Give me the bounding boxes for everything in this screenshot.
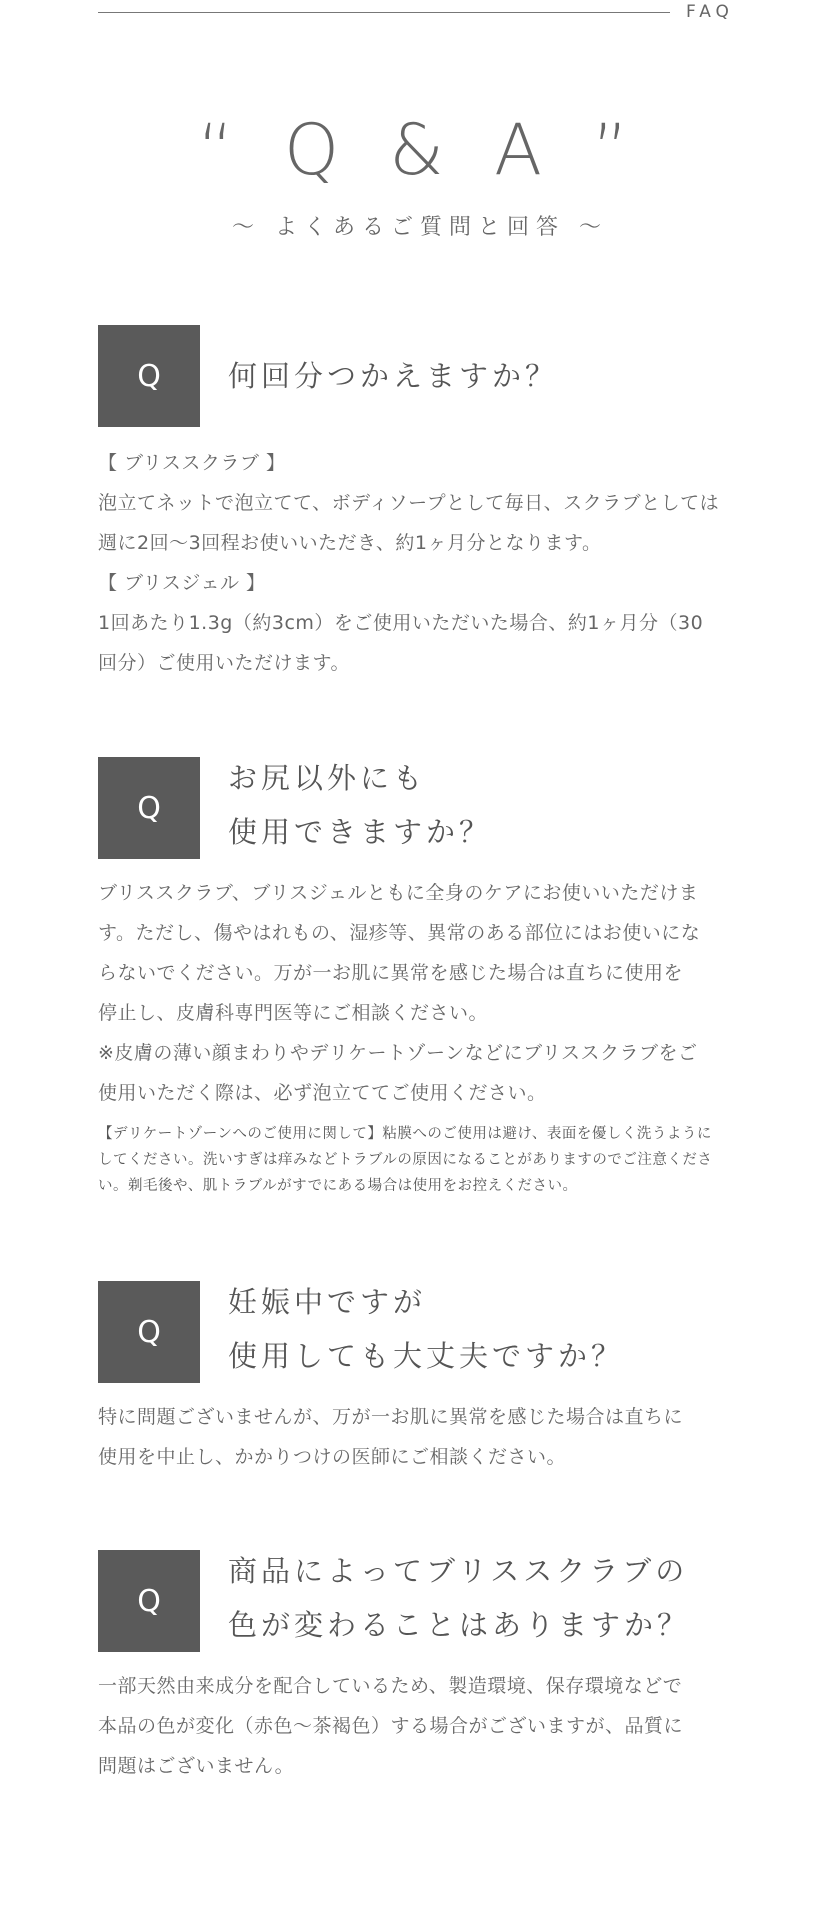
question-line: 商品によってブリススクラブの	[228, 1554, 689, 1588]
answer-line: ※皮膚の薄い顔まわりやデリケートゾーンなどにブリススクラブをご	[98, 1042, 698, 1064]
question-line: お尻以外にも	[228, 761, 427, 795]
answer-text	[98, 873, 748, 1199]
answer-line: ブリススクラブ、ブリスジェルともに全身のケアにお使いいただけま	[98, 882, 699, 904]
note-line: 【デリケートゾーンへのご使用に関して】粘膜へのご使用は避け、表面を優しく洗うように	[98, 1126, 712, 1142]
answer-line: 【 ブリスジェル 】	[98, 572, 266, 594]
answer-line: 【 ブリススクラブ 】	[98, 452, 286, 474]
question-line: 使用できますか？	[228, 815, 493, 849]
question-badge: Q	[98, 757, 200, 859]
question-text	[228, 349, 558, 403]
section-label: FAQ	[686, 2, 734, 22]
answer-line: 本品の色が変化（赤色～茶褐色）する場合がございますが、品質に	[98, 1715, 684, 1737]
answer-line: 特に問題ございませんが、万が一お肌に異常を感じた場合は直ちに	[98, 1406, 684, 1428]
answer-line: 使用いただく際は、必ず泡立ててご使用ください。	[98, 1082, 547, 1104]
answer-line: す。ただし、傷やはれもの、湿疹等、異常のある部位にはお使いにな	[98, 922, 701, 944]
answer-line: 問題はございません。	[98, 1755, 295, 1777]
answer-line: 使用を中止し、かかりつけの医師にご相談ください。	[98, 1446, 567, 1468]
page-title: “ Q & A ”	[197, 109, 643, 191]
answer-line: らないでください。万が一お肌に異常を感じた場合は直ちに使用を	[98, 962, 684, 984]
question-line: 色が変わることはありますか？	[228, 1608, 691, 1642]
note-line: してください。洗いすぎは痒みなどトラブルの原因になることがありますのでご注意くださ	[98, 1152, 713, 1168]
answer-line: 停止し、皮膚科専門医等にご相談ください。	[98, 1002, 489, 1024]
answer-text	[98, 1397, 748, 1477]
answer-line: 回分）ご使用いただけます。	[98, 652, 350, 674]
answer-line: 一部天然由来成分を配合しているため、製造環境、保存環境などで	[98, 1675, 683, 1697]
answer-line: 週に2回～3回程お使いいただき、約1ヶ月分となります。	[98, 532, 602, 554]
header-divider	[98, 12, 670, 13]
question-line: 何回分つかえますか？	[228, 359, 559, 393]
question-line: 妊娠中ですが	[228, 1285, 427, 1319]
question-badge: Q	[98, 325, 200, 427]
answer-note	[98, 1121, 748, 1199]
question-text	[228, 751, 492, 859]
question-text	[228, 1275, 624, 1383]
answer-text	[98, 443, 748, 683]
question-line: 使用しても大丈夫ですか？	[228, 1339, 625, 1373]
page-subtitle: ～ よくあるご質問と回答 ～	[232, 215, 608, 240]
note-line: い。剃毛後や、肌トラブルがすでにある場合は使用をお控えください。	[98, 1178, 578, 1194]
question-badge: Q	[98, 1550, 200, 1652]
question-badge: Q	[98, 1281, 200, 1383]
answer-line: 1回あたり1.3g（約3cm）をご使用いただいた場合、約1ヶ月分（30	[98, 612, 704, 634]
answer-text	[98, 1666, 748, 1786]
answer-line: 泡立てネットで泡立てて、ボディソープとして毎日、スクラブとしては	[98, 492, 720, 514]
question-text	[228, 1544, 690, 1652]
